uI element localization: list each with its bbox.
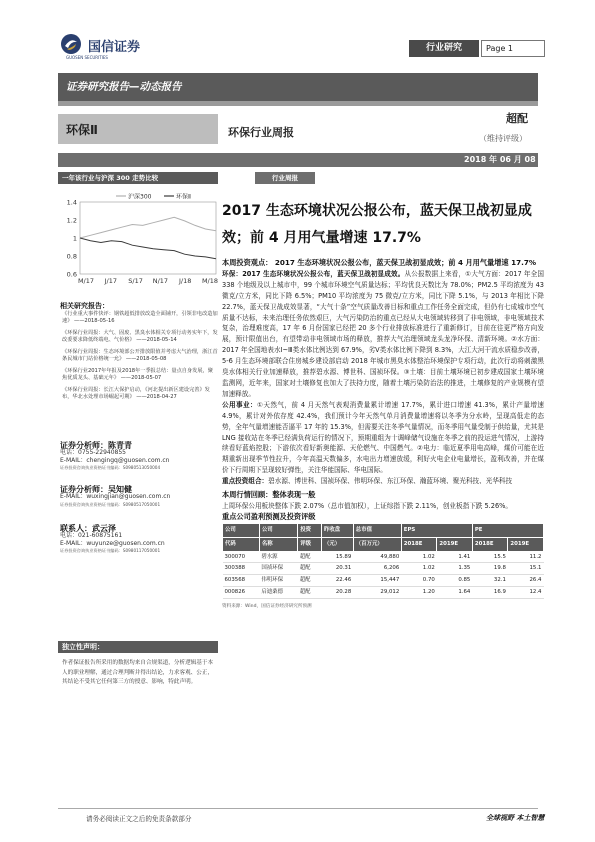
- table-header-cell: （百万元）: [353, 537, 401, 551]
- table-header-cell: （元）: [321, 537, 353, 551]
- table-cell: 国祯环保: [259, 563, 297, 575]
- portfolio-title: 重点投资组合：: [222, 477, 269, 486]
- table-cell: 15,447: [353, 575, 401, 587]
- footer-slogan: 全球视野 本土智慧: [486, 814, 545, 822]
- table-cell: 1.41: [437, 551, 473, 563]
- table-row: [223, 587, 544, 599]
- table-header-cell: PE: [472, 523, 543, 537]
- table-cell: 1.02: [401, 563, 437, 575]
- analyst-phone: 电话：021-60875161: [60, 532, 123, 540]
- table-cell: 超配: [298, 563, 322, 575]
- banner-divider: [58, 101, 538, 106]
- related-report-item: 《环保行业2017年年报及2018年一季报总结：量点自身发展，聚焦优质龙头、基础元年》 ——2018-05-07: [62, 368, 213, 381]
- table-header-cell: EPS: [401, 523, 472, 537]
- y-tick-label: 0.6: [66, 270, 77, 279]
- table-header-cell: 总市值: [353, 523, 401, 537]
- table-header-row-2: [223, 537, 544, 551]
- table-header-cell: 2019E: [437, 537, 473, 551]
- table-cell: 603568: [223, 575, 260, 587]
- forecast-table: [222, 523, 544, 599]
- logo-subtitle: GUOSEN SECURITIES: [66, 55, 108, 60]
- table-cell: 碧水源: [259, 551, 297, 563]
- table-cell: 0.85: [437, 575, 473, 587]
- table-cell: 超配: [298, 587, 322, 599]
- table-header-cell: 代码: [223, 537, 260, 551]
- trend-chart: [58, 188, 223, 288]
- forecast-table-title: 重点公司盈利预测及投资评级: [222, 511, 316, 521]
- x-tick-label: N/17: [152, 277, 169, 285]
- utility-paragraph-title: 公用事业：: [222, 400, 258, 409]
- table-cell: 32.1: [472, 575, 508, 587]
- table-row: [223, 563, 544, 575]
- table-cell: 6,206: [353, 563, 401, 575]
- env-paragraph: [222, 269, 544, 400]
- market-review-text: 上周环保公用板块整体下跌 2.07%（总市值加权），上证综指下跌 2.11%，创业板指下跌 5.26%。: [222, 501, 513, 510]
- table-cell: 19.8: [472, 563, 508, 575]
- analyst-card: [60, 525, 220, 554]
- table-cell: 12.4: [508, 587, 544, 599]
- analyst-certificate: 证券投资咨询执业资格证书编码：S0980517050001: [60, 501, 161, 507]
- analyst-card: [60, 442, 220, 471]
- legend-label: 沪深300: [128, 193, 152, 201]
- headline: 2017 生态环境状况公报公布，蓝天保卫战初显成效；前 4 月用气量增速 17.7%: [222, 203, 532, 246]
- chart-section-heading: 一年该行业与沪深 300 走势比较: [58, 172, 218, 184]
- analyst-name: 联系人：武云泽: [60, 524, 116, 533]
- independence-heading: 独立性声明：: [58, 641, 218, 653]
- table-row: [223, 575, 544, 587]
- guosen-logo-icon: [60, 33, 82, 55]
- footer-divider: [58, 808, 538, 809]
- table-header-cell: 昨收盘: [321, 523, 353, 537]
- table-cell: 49,880: [353, 551, 401, 563]
- table-cell: 11.2: [508, 551, 544, 563]
- table-cell: 15.89: [321, 551, 353, 563]
- investment-view-title: 本周投资观点： 2017 生态环境状况公报公布，蓝天保卫战初显成效；前 4 月用气量增速 17.7%: [222, 258, 537, 267]
- sector-name: 环保Ⅱ: [66, 123, 98, 137]
- table-header-cell: 名称: [259, 537, 297, 551]
- table-cell: 29,012: [353, 587, 401, 599]
- related-reports-title: 相关研究报告：: [60, 302, 109, 310]
- series-title: 证券研究报告—动态报告: [66, 81, 182, 93]
- utility-paragraph-text: ①天然气，前 4 月天然气表观消费量累计增速 17.7%，累计进口增速 41.3%，累计产量增速 4.9%，累计对外依存度 42.4%，我们预计今年天然气单月消费量增速将以冬季为分水岭，呈现高低走的态势，全年气量增速能否逼平 17 年的 15.3%，但需要关注冬季气量情况，而冬季用气量受制于供给量，尤其是 LNG 接收站在冬季已经满负荷运行的情况下，预期重组为十调峰储气设施在冬季之前的投运进气情况，上游持续看好蓝焰控股；下游依次看好新奥能源、天伦燃气、中国燃气。②电力：临近夏季用电高峰，煤价可能在近期重新出现季节性拉升，今年高温天数偏多，水电出力增速放缓，利好火电企业电量增长，盈利改善，并在煤价下行周期下呈现较好弹性，关注华能国际、华电国际。: [222, 400, 545, 475]
- table-cell: 300388: [223, 563, 260, 575]
- y-tick-label: 1.4: [66, 198, 77, 207]
- independence-statement: 作者保证报告所采用的数据均来自合规渠道，分析逻辑基于本人的职业理解，通过合理判断并得出结论，力求客观、公正，其结论不受其它任何第三方的授意、影响，特此声明。: [62, 660, 214, 685]
- table-cell: 000826: [223, 587, 260, 599]
- table-cell: 1.64: [437, 587, 473, 599]
- rating: 超配: [506, 112, 528, 125]
- report-type: 环保行业周报: [228, 126, 294, 139]
- analyst-certificate: 证券投资咨询执业资格证书编码：S0980513050004: [60, 464, 161, 470]
- table-cell: 1.02: [401, 551, 437, 563]
- plot-frame: [80, 202, 216, 274]
- related-report-item: 《环保行业周报：生态环境部公开排放限值并考虑大气治理，浙江首条民城市门站价格统一允》 ——2018-05-08: [62, 349, 218, 362]
- table-cell: 300070: [223, 551, 260, 563]
- report-date: 2018 年 06 月 08 日: [464, 155, 547, 164]
- analyst-name: 证券分析师：陈青青: [60, 441, 132, 450]
- x-tick-label: M/18: [201, 277, 219, 285]
- table-header-cell: 投资: [298, 523, 322, 537]
- table-row: [223, 551, 544, 563]
- table-header-cell: 公司: [259, 523, 297, 537]
- analyst-card: [60, 486, 220, 508]
- table-cell: 超配: [298, 551, 322, 563]
- env-paragraph-text: 从公报数据上来看，①大气方面：2017 年全国 338 个地级及以上城市中，99 个城市环境空气质量达标；平均优良天数比为 78.0%；PM2.5 平均浓度为 43 微克/立方米，同比下降 6.5%；PM10 平均浓度为 75 微克/立方米，同比下降 5.1%，与 2013 年相比下降 22.7%，蓝天保卫战成效显著，“大气十条”空气质量改善目标和重点工作任务全面完成，但仍有七成城市空气质量不达标，未来治理任务依然艰巨，大气污染防治的重点已经从大电领域转移到了非电领域，非电领域技术复杂，治理难度高，17 年 6 月份国家已经把 20 多个行业排放标准进行了重新修订，目前在往更严格方向发展，预计限值出台，有望带动非电领域市场的释放，推荐大气治理领域龙头龙净环保、清新环境。②水方面：2017 年全国地表水Ⅰ~Ⅲ类水体比例达到 67.9%，劣Ⅴ类水体比例下降到 8.3%，大江大河干流水质稳步改善，5-6 月生态环境部联合住房城乡建设部启动 2018 年城市黑臭水体整治环境保护专项行动，此次行动将刺激黑臭水体相关行业加速释放，推荐碧水源、博世科、国祯环保。③土壤：目前土壤环境已初步建成国家土壤环境监测网，近年来，国家对土壤修复也加大了扶持力度，随着土壤污染防治法的推进，土壤修复的产业规模有望加速释放。: [222, 269, 544, 398]
- table-header-cell: 2018E: [472, 537, 508, 551]
- table-cell: 1.35: [437, 563, 473, 575]
- analyst-certificate: 证券投资咨询执业资格证书编码：S0980117050001: [60, 547, 161, 553]
- table-cell: 0.70: [401, 575, 437, 587]
- table-header-cell: 2019E: [508, 537, 544, 551]
- env-paragraph-title: 环保：2017 生态环境状况公报公布，蓝天保卫战初显成效。: [222, 269, 405, 278]
- x-tick-label: M/17: [77, 277, 95, 285]
- table-cell: 20.28: [321, 587, 353, 599]
- related-report-item: 《行业重大事件快评：钢铁超低排放改造全面铺开，引领非电改造加速》 ——2018-05-16: [62, 311, 218, 324]
- analyst-email[interactable]: E-MAIL：chengingq@guosen.com.cn: [60, 456, 170, 464]
- x-tick-label: J/17: [104, 277, 117, 285]
- analyst-phone: 电话：0755-22940855: [60, 449, 126, 457]
- table-cell: 超配: [298, 575, 322, 587]
- series-line-env: [80, 238, 216, 259]
- y-tick-label: 1: [72, 234, 77, 243]
- table-cell: 15.1: [508, 563, 544, 575]
- x-tick-label: S/17: [128, 277, 143, 285]
- table-cell: 20.31: [321, 563, 353, 575]
- logo-name: 国信证券: [88, 40, 141, 55]
- portfolio-paragraph: [222, 476, 544, 487]
- table-header-cell: 公司: [223, 523, 260, 537]
- table-cell: 26.4: [508, 575, 544, 587]
- table-cell: 1.20: [401, 587, 437, 599]
- x-tick-label: J/18: [179, 277, 192, 285]
- table-cell: 16.9: [472, 587, 508, 599]
- utility-paragraph: [222, 400, 544, 476]
- table-header-cell: 评级: [298, 537, 322, 551]
- analyst-email[interactable]: E-MAIL：wuxingjian@guosen.com.cn: [60, 493, 171, 501]
- table-cell: 伟明环保: [259, 575, 297, 587]
- legend-label: 环保Ⅱ: [176, 193, 191, 201]
- table-cell: 15.5: [472, 551, 508, 563]
- analyst-email[interactable]: E-MAIL：wuyunze@guosen.com.cn: [60, 539, 165, 547]
- footer-disclaimer: 请务必阅读正文之后的免责条款部分: [86, 815, 192, 823]
- report-category-tag: 行业研究: [409, 40, 479, 57]
- page-number: Page 1: [481, 40, 545, 57]
- y-tick-label: 1.2: [66, 216, 77, 225]
- table-cell: 22.46: [321, 575, 353, 587]
- analyst-name: 证券分析师：吴知健: [60, 485, 132, 494]
- y-tick-label: 0.8: [66, 252, 77, 261]
- related-report-item: 《环保行业周报：大气、固废、黑臭水体相关专项行动务实年下，发改委要求降低终端电、气价格》 ——2018-05-14: [62, 330, 218, 343]
- table-source: 资料来源：Wind，国信证券经济研究所预测: [222, 604, 312, 610]
- rating-note: （维持评级）: [479, 134, 527, 143]
- market-review-title: 本周行情回顾：整体表现一般: [222, 490, 316, 500]
- table-header-cell: 2018E: [401, 537, 437, 551]
- weekly-tag: 行业周报: [255, 172, 315, 184]
- table-header-row-1: [223, 523, 544, 537]
- portfolio-text: 碧水源、博世科、国祯环保、伟明环保、东江环保、瀚蓝环境、聚光科技、光华科技: [268, 477, 513, 486]
- related-report-item: 《环保行业周报：长江大保护启动，《河北提出新区建设完善》发布，华北水处理市场崛起可期》 ——2018-04-27: [62, 387, 210, 400]
- series-line-hs300: [80, 217, 216, 238]
- table-cell: 启迪桑德: [259, 587, 297, 599]
- report-body: [222, 258, 544, 613]
